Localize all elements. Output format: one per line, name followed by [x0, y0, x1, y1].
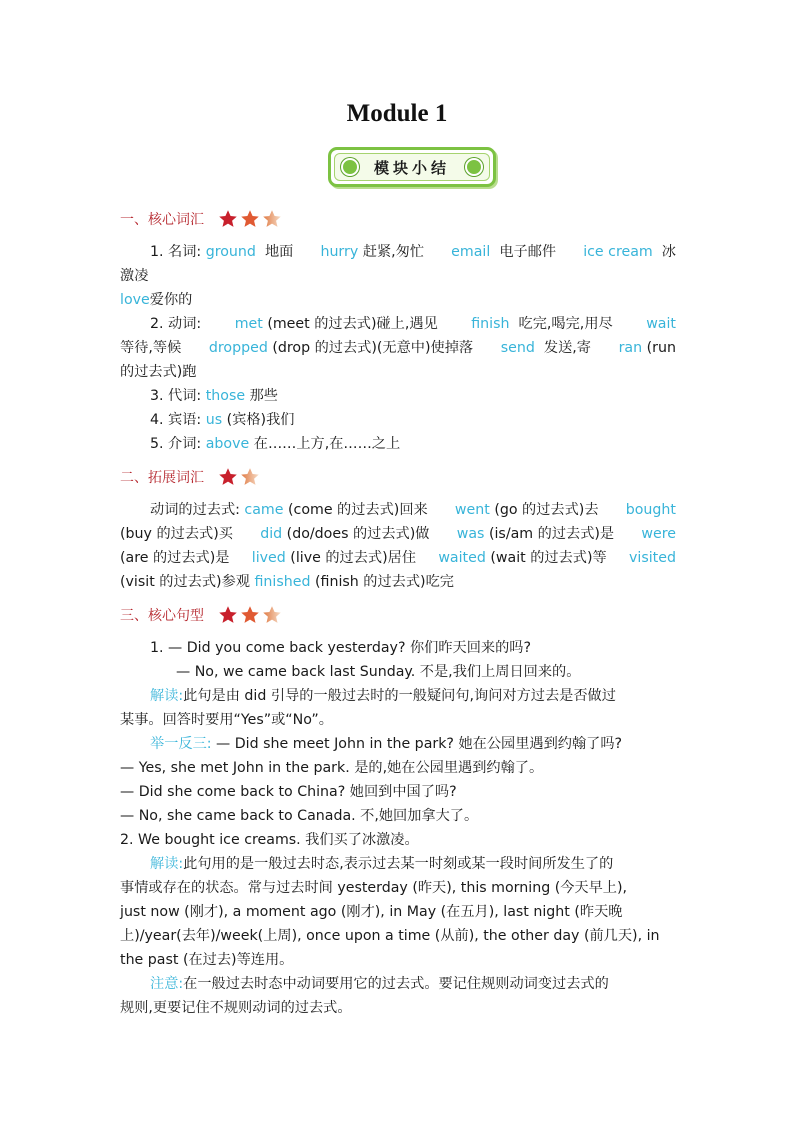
example-1: 举一反三: — Did she meet John in the park? 她在公园里遇到约翰了吗? — [150, 736, 623, 752]
module-summary-banner — [328, 147, 496, 187]
term: send — [500, 340, 535, 356]
sentence-a1: — No, we came back last Sunday. 不是,我们上周日回来的。 — [176, 664, 581, 680]
term: finished — [254, 574, 311, 590]
term: ice cream — [583, 244, 653, 260]
green-dot-icon — [465, 158, 483, 176]
note: 注意:在一般过去时态中动词要用它的过去式。要记住规则动词变过去式的 — [150, 976, 609, 992]
star-icon — [240, 605, 260, 625]
note-label: 注意: — [150, 976, 184, 992]
term: lived — [251, 550, 286, 566]
term: did — [260, 526, 283, 542]
page-title: Module 1 — [346, 100, 448, 127]
example-4: — No, she came back to Canada. 不,她回加拿大了。 — [120, 808, 479, 824]
star-icon — [262, 209, 282, 229]
page: Module 1 模块小结 一、核心词汇 1. 名词: ground 地面 hurry 赶紧,匆忙 email 电子邮件 ice cream 冰 激凌 love爱你的 2. 动词: met (meet 的过去式)碰上,遇见 finish 吃完,喝完,用尽 wait 等待,等候 dropped (drop 的过去式)(无意中)使掉落 send 发送,寄 ran (run 的过去式)跑 3. 代词: those 那些 4. 宾语: us (宾格)我们 5. 介词: above 在……上方,在……之上 二、拓展词汇 动词的过去式: came (come 的过去式)回来 went (go 的过去式)去 bought (buy 的过去式)买 did (do/does 的过去式)做 was (is/am 的过去式)是 were (are 的过去式)是 lived (live 的过去式)居住 waited (wait 的过去式)等 visited (visit 的过去式)参观 finished (finish 的过去式)吃完 三、核心句型 1. — Did you come back yesterday? 你们昨天回来的吗? — No, we came back last Sunday. 不是,我们上周日回来的。 解读:此句是由 did 引导的一般过去时的一般疑问句,询问对方过去是否做过 某事。回答时要用“Yes”或“No”。 举一反三: — Did she meet John in the park? 她在公园里遇到约翰了吗? — Yes, she met John in the park. 是的,她在公园里遇到约翰了。 — Did she come back to China? 她回到中国了吗? — No, she came back to Canada. 不,她回加拿大了。 2. We bought ice creams. 我们买了冰激凌。 解读:此句用的是一般过去时态,表示过去某一时刻或某一段时间所发生了的 事情或存在的状态。常与过去时间 yesterday (昨天), this morning (今天早上), just now (刚才), a moment ago (刚才), in May (在五月), last night (昨天晚 上)/year(去年)/week(上周), once upon a time (从前), the other day (前几天), in the past (在过去)等连用。 注意:在一般过去时态中动词要用它的过去式。要记住规则动词变过去式的 规则,更要记住不规则动词的过去式。 — [0, 0, 794, 1123]
term: ground — [205, 244, 256, 260]
vocab-verbs-line: 2. 动词: met (meet 的过去式)碰上,遇见 finish 吃完,喝完,用尽 wait — [150, 316, 676, 332]
green-dot-icon — [341, 158, 359, 176]
rating-stars — [218, 467, 262, 487]
term: dropped — [208, 340, 268, 356]
term: above — [205, 436, 250, 452]
term: waited — [438, 550, 486, 566]
vocab-love-line: love爱你的 — [120, 292, 193, 308]
term: went — [454, 502, 490, 518]
term: came — [244, 502, 284, 518]
term: were — [641, 526, 676, 542]
term: us — [205, 412, 223, 428]
section-label: 三、核心句型 — [120, 608, 204, 624]
banner-text: 模块小结 — [373, 158, 450, 177]
term: email — [451, 244, 491, 260]
example-label: 举一反三: — [150, 736, 212, 752]
explanation-label: 解读: — [150, 688, 184, 704]
vocab-object-line: 4. 宾语: us (宾格)我们 — [150, 412, 295, 428]
rating-stars — [218, 209, 284, 229]
section-label: 二、拓展词汇 — [120, 470, 204, 486]
term: ran — [618, 340, 643, 356]
term: hurry — [320, 244, 359, 260]
term: love — [120, 292, 150, 308]
sentence-2: 2. We bought ice creams. 我们买了冰激凌。 — [120, 832, 419, 848]
term: met — [234, 316, 263, 332]
explanation-1: 解读:此句是由 did 引导的一般过去时的一般疑问句,询问对方过去是否做过 — [150, 688, 616, 704]
star-icon — [240, 467, 260, 487]
section-heading-core-sentences — [120, 604, 284, 626]
star-icon — [218, 467, 238, 487]
example-3: — Did she come back to China? 她回到中国了吗? — [120, 784, 457, 800]
term: visited — [629, 550, 676, 566]
section-heading-extended-vocab — [120, 466, 262, 488]
section-heading-core-vocab — [120, 208, 284, 230]
ext-line-4: (visit 的过去式)参观 finished (finish 的过去式)吃完 — [120, 574, 454, 590]
star-icon — [218, 209, 238, 229]
term: was — [456, 526, 485, 542]
star-icon — [218, 605, 238, 625]
section-label: 一、核心词汇 — [120, 212, 204, 228]
term: wait — [646, 316, 676, 332]
ext-line-2: (buy 的过去式)买 did (do/does 的过去式)做 was (is/am 的过去式)是 were — [120, 526, 676, 542]
example-2: — Yes, she met John in the park. 是的,她在公园里遇到约翰了。 — [120, 760, 544, 776]
sentence-q1: 1. — Did you come back yesterday? 你们昨天回来的吗? — [150, 640, 532, 656]
rating-stars — [218, 605, 284, 625]
explanation-label: 解读: — [150, 856, 184, 872]
ext-line-1: 动词的过去式: came (come 的过去式)回来 went (go 的过去式)去 bought — [150, 502, 676, 518]
vocab-nouns-line: 1. 名词: ground 地面 hurry 赶紧,匆忙 email 电子邮件 ice cream 冰 — [150, 244, 676, 260]
vocab-preposition-line: 5. 介词: above 在……上方,在……之上 — [150, 436, 401, 452]
term: those — [205, 388, 246, 404]
ext-line-3: (are 的过去式)是 lived (live 的过去式)居住 waited (wait 的过去式)等 visited — [120, 550, 676, 566]
term: bought — [625, 502, 676, 518]
explanation-2: 解读:此句用的是一般过去时态,表示过去某一时刻或某一段时间所发生了的 — [150, 856, 614, 872]
term: finish — [471, 316, 510, 332]
star-icon — [240, 209, 260, 229]
star-icon — [262, 605, 282, 625]
vocab-pronoun-line: 3. 代词: those 那些 — [150, 388, 278, 404]
